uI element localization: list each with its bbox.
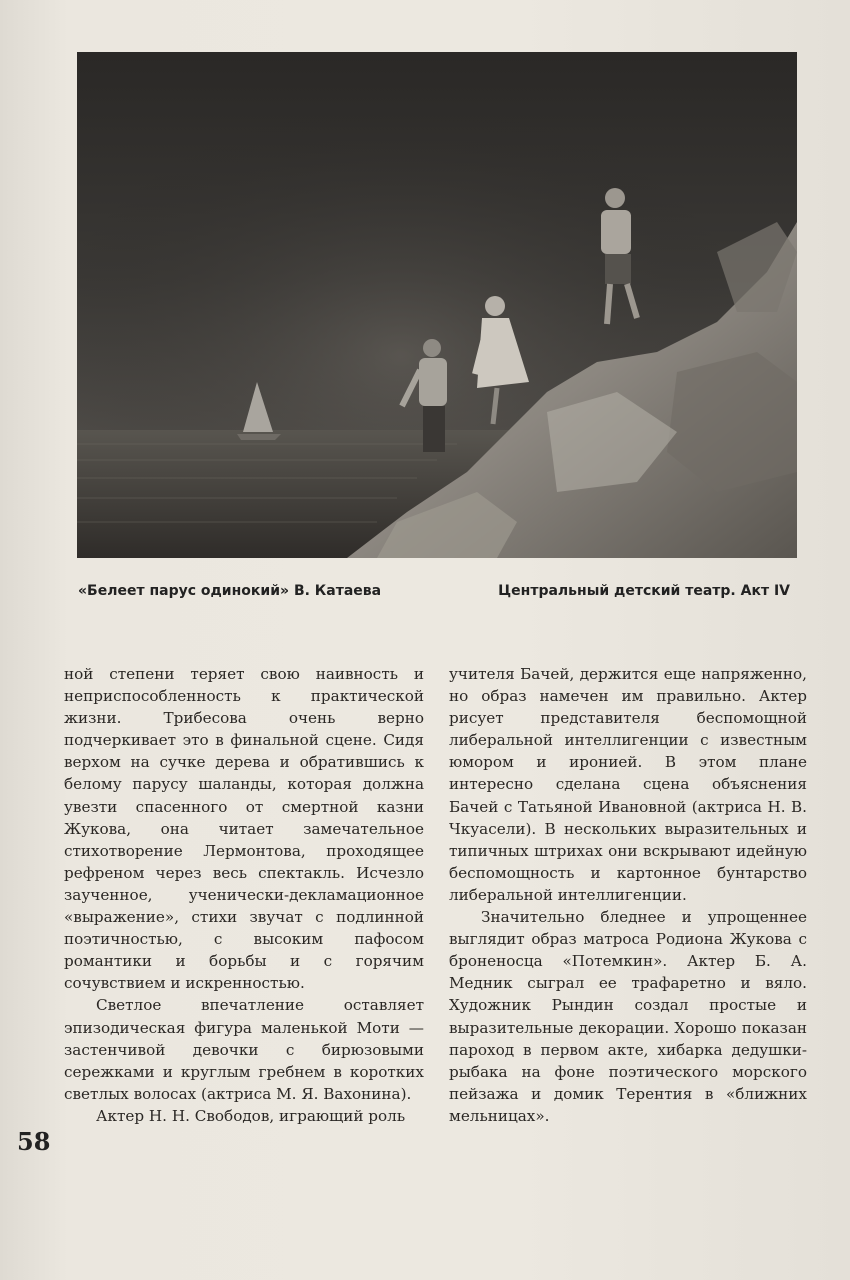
stage-photo-illustration <box>77 52 797 558</box>
article-column-left <box>64 663 424 1127</box>
paragraph: Светлое впечатление оставляет эпизодическая фигура маленькой Моти — застенчивой девочки с бирюзовыми сережками и круглым гребнем в коротких светлых волосах (актриса М. Я. Вахонина). <box>64 996 424 1103</box>
paragraph: ной степени теряет свою наивность и неприспособленность к практической жизни. Трибесова очень верно подчеркивает это в финальной сцене. Сидя верхом на сучке дерева и обратившись к белому парусу шаланды, которая должна увезти спасенного от смертной казни Жукова, она читает замечательное стихотворение Лермонтова, проходящее рефреном через весь спектакль. Исчезло заученное, ученически-декламационное «выражение», стихи звучат с подлинной поэтичностью, с высоким пафосом романтики и борьбы и с горячим сочувствием и искренностью. <box>64 665 424 993</box>
article-column-right <box>449 663 807 1127</box>
paragraph: Актер Н. Н. Свободов, играющий роль <box>96 1106 406 1125</box>
paragraph: Значительно бледнее и упрощеннее выглядит образ матроса Родиона Жукова с броненосца «Потемкин». Актер Б. А. Медник сыграл ее трафаретно и вяло. Художник Рындин создал простые и выразительные декорации. Хорошо показан пароход в первом акте, хибарка дедушки-рыбака на фоне поэтического морского пейзажа и домик Терентия в «ближних мельницах». <box>449 908 807 1125</box>
photo-caption-theatre: Центральный детский театр. Акт IV <box>498 583 790 599</box>
photo-caption-title: «Белеет парус одинокий» В. Катаева <box>78 583 382 599</box>
stage-photo <box>77 52 797 558</box>
page-number: 58 <box>17 1127 51 1156</box>
paragraph: учителя Бачей, держится еще напряженно, но образ намечен им правильно. Актер рисует представителя беспомощной либеральной интеллигенции с известным юмором и иронией. В этом плане интересно сделана сцена объяснения Бачей с Татьяной Ивановной (актриса Н. В. Чкуасели). В нескольких выразительных и типичных штрихах они вскрывают идейную беспомощность и картонное бунтарство либеральной интеллигенции. <box>449 665 807 904</box>
